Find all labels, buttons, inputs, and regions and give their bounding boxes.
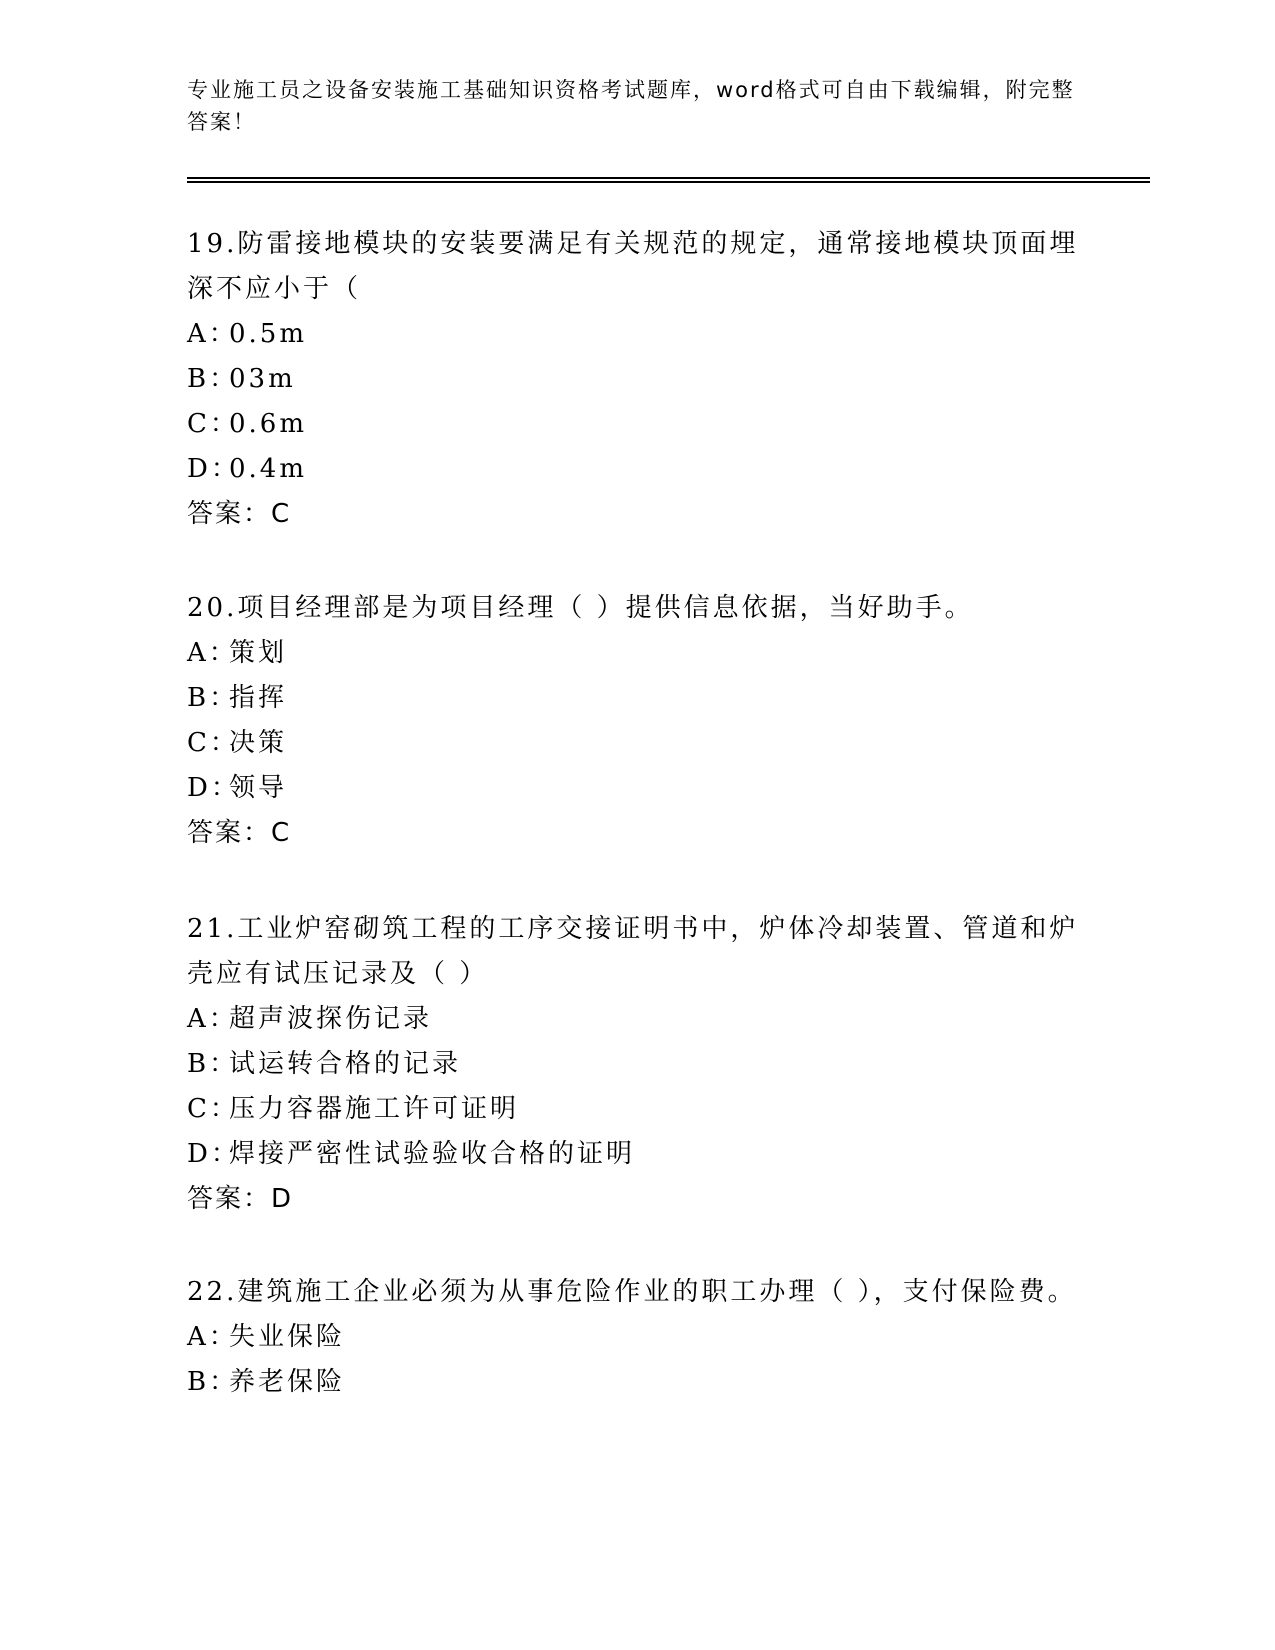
header-title: 专业施工员之设备安装施工基础知识资格考试题库，word格式可自由下载编辑，附完整答案！ <box>187 78 1075 134</box>
option-text: 领导 <box>229 773 288 803</box>
option-letter: A： <box>187 638 238 668</box>
option-b <box>187 357 1087 402</box>
question-22 <box>187 1270 1087 1405</box>
option-text: 0.4m <box>229 454 308 484</box>
option-letter: D： <box>187 1139 240 1169</box>
answer-value: C <box>271 818 292 848</box>
option-text: 0.6m <box>229 409 308 439</box>
header-double-rule <box>187 177 1150 183</box>
option-letter: B： <box>187 364 239 394</box>
option-a <box>187 312 1087 357</box>
option-letter: D： <box>187 454 240 484</box>
option-d <box>187 447 1087 492</box>
question-number: 21. <box>187 914 238 944</box>
option-letter: B： <box>187 1049 239 1079</box>
answer-line <box>187 492 1087 537</box>
answer-value: D <box>271 1184 294 1214</box>
option-text: 试运转合格的记录 <box>229 1049 462 1079</box>
answer-value: C <box>271 499 292 529</box>
option-letter: C： <box>187 1094 239 1124</box>
answer-line <box>187 811 1087 856</box>
option-text: 决策 <box>229 728 288 758</box>
option-c <box>187 721 1087 766</box>
question-19 <box>187 222 1087 537</box>
option-text: 03m <box>229 364 296 394</box>
question-body: 项目经理部是为项目经理（ ）提供信息依据，当好助手。 <box>237 593 974 623</box>
option-letter: A： <box>187 1322 238 1352</box>
option-d <box>187 1132 1087 1177</box>
option-letter: D： <box>187 773 240 803</box>
answer-label: 答案： <box>187 1184 272 1214</box>
option-letter: A： <box>187 1004 238 1034</box>
option-b <box>187 1360 1087 1405</box>
question-text <box>187 586 1087 631</box>
question-20 <box>187 586 1087 856</box>
question-number: 22. <box>187 1277 238 1307</box>
question-body: 建筑施工企业必须为从事危险作业的职工办理（ ），支付保险费。 <box>237 1277 1077 1307</box>
option-text: 失业保险 <box>229 1322 346 1352</box>
option-text: 策划 <box>229 638 288 668</box>
option-text: 指挥 <box>229 683 288 713</box>
option-letter: C： <box>187 728 239 758</box>
question-body: 防雷接地模块的安装要满足有关规范的规定，通常接地模块顶面埋深不应小于（ <box>187 229 1079 304</box>
option-text: 超声波探伤记录 <box>229 1004 433 1034</box>
question-text <box>187 907 1087 997</box>
question-number: 20. <box>187 593 238 623</box>
option-text: 焊接严密性试验验收合格的证明 <box>229 1139 636 1169</box>
question-21 <box>187 907 1087 1222</box>
document-header <box>187 74 1087 138</box>
option-letter: C： <box>187 409 239 439</box>
option-c <box>187 402 1087 447</box>
option-text: 0.5m <box>229 319 308 349</box>
question-number: 19. <box>187 229 238 259</box>
option-b <box>187 1042 1087 1087</box>
question-text <box>187 1270 1087 1315</box>
option-b <box>187 676 1087 721</box>
option-a <box>187 1315 1087 1360</box>
option-letter: B： <box>187 683 239 713</box>
option-a <box>187 631 1087 676</box>
question-body: 工业炉窑砌筑工程的工序交接证明书中，炉体冷却装置、管道和炉壳应有试压记录及（ ） <box>187 914 1079 989</box>
option-c <box>187 1087 1087 1132</box>
answer-label: 答案： <box>187 818 272 848</box>
option-letter: B： <box>187 1367 239 1397</box>
answer-label: 答案： <box>187 499 272 529</box>
option-text: 压力容器施工许可证明 <box>229 1094 520 1124</box>
option-text: 养老保险 <box>229 1367 346 1397</box>
option-a <box>187 997 1087 1042</box>
option-d <box>187 766 1087 811</box>
answer-line <box>187 1177 1087 1222</box>
question-text <box>187 222 1087 312</box>
option-letter: A： <box>187 319 238 349</box>
